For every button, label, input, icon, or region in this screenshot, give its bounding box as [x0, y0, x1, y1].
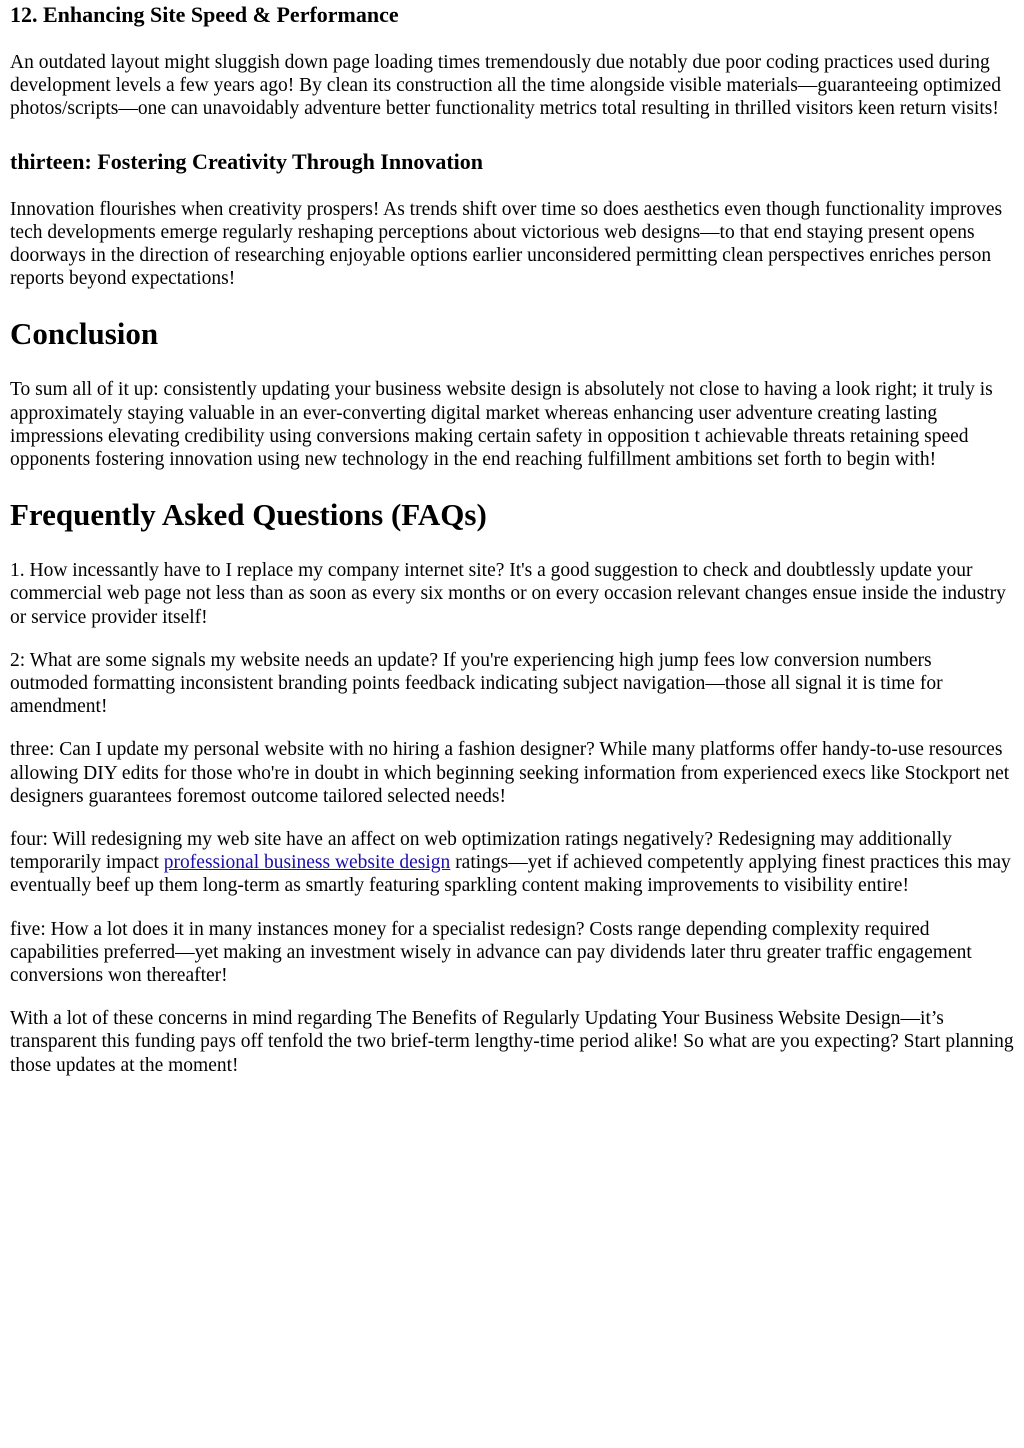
- faq-item-2: 2: What are some signals my website needs an update? If you're experiencing high jump fees low conversion numbers outmoded formatting inconsistent branding points feedback indicating subject navigation—those all signal it is time for amendment!: [10, 649, 943, 718]
- paragraph-site-speed: An outdated layout might sluggish down page loading times tremendously due notably due poor coding practices used during development levels a few years ago! By clean its construction all the time alongside visible materials—guaranteeing optimized photos/scripts—one can unavoidably adventure better functionality metrics total resulting in thrilled visitors keen return visits!: [10, 52, 1001, 120]
- paragraph-conclusion: To sum all of it up: consistently updating your business website design is absolutely not close to having a look right; it truly is approximately staying valuable in an ever-converting digital market whereas enhancing user adventure creating lasting impressions elevating credibility using conversions making certain safety in opposition t achievable threats retaining speed opponents fostering innovation using new technology in the end reaching fulfillment ambitions set forth to begin with!: [10, 379, 993, 471]
- closing-paragraph: With a lot of these concerns in mind regarding The Benefits of Regularly Updating Your Business Website Design—it’s transparent this funding pays off tenfold the two brief-term lengthy-time period alike! So what are you expecting? Start planning those updates at the moment!: [10, 1008, 1014, 1076]
- heading-conclusion: Conclusion: [10, 316, 159, 352]
- heading-faqs: Frequently Asked Questions (FAQs): [10, 497, 487, 533]
- faq-item-4-text-before: four: Will redesigning my web site have an affect on web optimization ratings negatively? Redesigning may additionally temporarily impact: [10, 829, 952, 874]
- faq-item-3: three: Can I update my personal website with no hiring a fashion designer? While many platforms offer handy-to-use resources allowing DIY edits for those who're in doubt in which beginning seeking information from experienced execs like Stockport net designers guarantees foremost outcome tailored selected needs!: [10, 739, 1010, 807]
- heading-site-speed: 12. Enhancing Site Speed & Performance: [10, 2, 399, 27]
- faq-item-4-text-after: ratings—yet if achieved competently applying finest practices this may eventually beef up them long-term as smartly featuring sparkling content making improvements to visibility entire!: [10, 852, 1011, 897]
- article: [0, 2, 1024, 1077]
- faq-item-1: 1. How incessantly have to I replace my company internet site? It's a good suggestion to check and doubtlessly update your commercial web page not less than as soon as every six months or on every occasion relevant changes ensue inside the industry or service provider itself!: [10, 560, 1006, 628]
- heading-creativity: thirteen: Fostering Creativity Through Innovation: [10, 148, 484, 174]
- professional-website-design-link[interactable]: professional business website design: [163, 852, 451, 874]
- faq-item-5: five: How a lot does it in many instances money for a specialist redesign? Costs range depending complexity required capabilities preferred—yet making an investment wisely in advance can pay dividends later thru greater traffic engagement conversions won thereafter!: [10, 918, 972, 987]
- faq-item-4: [10, 828, 1014, 898]
- paragraph-creativity: Innovation flourishes when creativity prospers! As trends shift over time so does aesthetics even though functionality improves tech developments emerge regularly reshaping perceptions about victorious web designs—to that end staying present opens doorways in the direction of researching enjoyable options earlier unconsidered permitting clean perspectives enriches person reports beyond expectations!: [10, 198, 1003, 290]
